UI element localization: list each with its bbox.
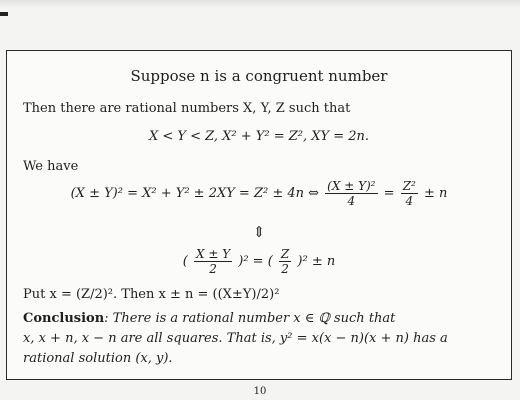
scan-mark (0, 12, 8, 16)
fraction-denominator: 4 (347, 194, 356, 208)
fraction-denominator: 4 (405, 194, 414, 208)
equation-2-open: ( (182, 254, 188, 269)
conclusion-line-3: rational solution (x, y). (23, 351, 173, 366)
condition-equation: X < Y < Z, X² + Y² = Z², XY = 2n. (148, 129, 370, 144)
conclusion-line-1 (23, 311, 395, 326)
equation-1-fraction-2 (401, 179, 418, 208)
equation-2-middle: )² = ( (238, 254, 273, 269)
page-number: 10 (253, 386, 267, 397)
intro-line: Then there are rational numbers X, Y, Z such that (23, 101, 351, 116)
fraction-numerator: (X ± Y)² (327, 179, 376, 193)
equation-2-tail: )² ± n (297, 254, 336, 269)
equation-2-fraction-2 (279, 247, 291, 276)
conclusion-label: Conclusion (23, 311, 105, 326)
fraction-numerator: Z² (402, 179, 416, 193)
equation-1-left: (X ± Y)² = X² + Y² ± 2XY = Z² ± 4n ⇔ (70, 186, 320, 201)
we-have-label: We have (23, 159, 79, 174)
equation-2-fraction-1 (194, 247, 232, 276)
updown-arrow-icon: ⇕ (252, 223, 266, 241)
fraction-numerator: Z (280, 247, 290, 261)
equals-sign: = (383, 186, 395, 201)
equation-1-fraction-1 (325, 179, 377, 208)
equation-2 (7, 247, 511, 276)
slide-title: Suppose n is a congruent number (130, 67, 388, 85)
conclusion-text: : There is a rational number x ∈ ℚ such that (104, 311, 396, 326)
fraction-denominator: 2 (281, 262, 289, 276)
equation-1 (7, 179, 511, 208)
equation-1-tail: ± n (423, 186, 448, 201)
slide-frame (6, 50, 512, 380)
put-line: Put x = (Z/2)². Then x ± n = ((X±Y)/2)² (23, 287, 280, 302)
fraction-numerator: X ± Y (195, 247, 231, 261)
scan-edge (0, 0, 520, 8)
conclusion-line-2: x, x + n, x − n are all squares. That is, y² = x(x − n)(x + n) has a (23, 331, 448, 346)
fraction-denominator: 2 (209, 262, 217, 276)
